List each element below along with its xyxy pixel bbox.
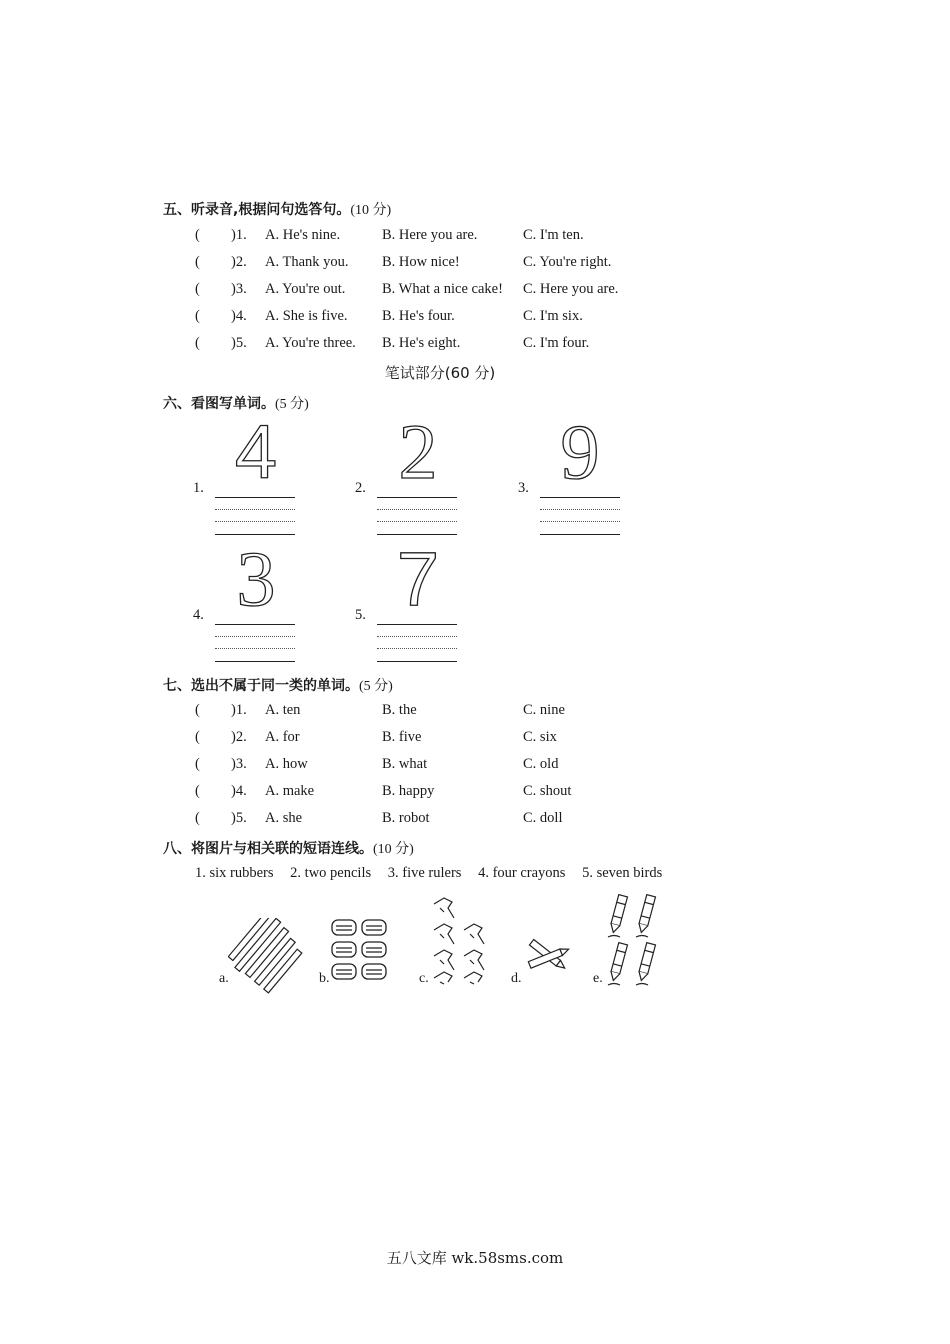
question-row <box>195 810 675 830</box>
digit-picture <box>390 545 446 611</box>
picture-label: d. <box>511 971 522 986</box>
option-a: A. for <box>265 729 300 745</box>
outlined-digit: 2 <box>398 418 438 484</box>
option-a: A. Thank you. <box>265 254 349 270</box>
writing-lines[interactable] <box>540 497 620 537</box>
option-b: B. what <box>382 756 428 772</box>
outlined-digit: 4 <box>234 418 278 484</box>
outlined-digit: 9 <box>560 418 600 484</box>
section5-points: (10 分) <box>350 203 392 218</box>
option-b: B. He's four. <box>382 308 455 324</box>
digit-picture <box>390 418 446 484</box>
section5-heading <box>163 199 391 219</box>
question-row <box>195 702 675 722</box>
question-row <box>195 308 675 328</box>
section5-heading-text: 五、听录音,根据问句选答句。 <box>163 202 351 218</box>
phrase-item[interactable]: 3. five rulers <box>387 865 462 881</box>
digit-picture <box>552 418 608 484</box>
writing-lines[interactable] <box>377 624 457 664</box>
option-c: C. I'm six. <box>523 308 583 324</box>
option-c: C. You're right. <box>523 254 612 270</box>
question-number: )1. <box>231 227 247 243</box>
option-a: A. She is five. <box>265 308 348 324</box>
question-number: )3. <box>231 281 247 297</box>
phrase-item[interactable]: 2. two pencils <box>290 865 372 881</box>
option-a: A. You're three. <box>265 335 356 351</box>
option-c: C. I'm ten. <box>523 227 584 243</box>
crayons-picture[interactable] <box>606 893 662 989</box>
option-c: C. I'm four. <box>523 335 590 351</box>
answer-blank[interactable]: ( <box>195 227 200 243</box>
phrase-item[interactable]: 1. six rubbers <box>195 865 274 881</box>
written-part-title: 笔试部分(60 分) <box>384 364 496 382</box>
section6-points: (5 分) <box>275 397 309 412</box>
answer-blank[interactable]: ( <box>195 335 200 351</box>
answer-blank[interactable]: ( <box>195 783 200 799</box>
question-number: )2. <box>231 729 247 745</box>
option-c: C. shout <box>523 783 572 799</box>
outlined-digit: 3 <box>236 545 276 611</box>
option-a: A. she <box>265 810 303 826</box>
option-b: B. five <box>382 729 422 745</box>
footer-watermark: 五八文库 wk.58sms.com <box>386 1249 564 1267</box>
rulers-picture[interactable] <box>228 918 308 994</box>
option-b: B. robot <box>382 810 430 826</box>
option-b: B. Here you are. <box>382 227 478 243</box>
section6-heading <box>163 393 309 413</box>
question-number: )5. <box>231 810 247 826</box>
phrase-list <box>195 865 675 882</box>
answer-blank[interactable]: ( <box>195 702 200 718</box>
question-row <box>195 254 675 274</box>
question-number: )1. <box>231 702 247 718</box>
question-row <box>195 335 675 355</box>
question-number: )2. <box>231 254 247 270</box>
section6-heading-text: 六、看图写单词。 <box>163 396 275 412</box>
option-a: A. make <box>265 783 315 799</box>
section7-heading-text: 七、选出不属于同一类的单词。 <box>163 678 359 694</box>
writing-lines[interactable] <box>377 497 457 537</box>
picture-label: a. <box>219 971 229 986</box>
answer-blank[interactable]: ( <box>195 729 200 745</box>
question-number: )5. <box>231 335 247 351</box>
option-c: C. nine <box>523 702 565 718</box>
section8-heading-text: 八、将图片与相关联的短语连线。 <box>163 841 373 857</box>
section7-heading <box>163 675 393 695</box>
pencils-picture[interactable] <box>522 932 574 982</box>
digit-picture <box>228 545 284 611</box>
option-c: C. six <box>523 729 557 745</box>
option-b: B. He's eight. <box>382 335 461 351</box>
item-number: 5. <box>355 607 366 623</box>
answer-blank[interactable]: ( <box>195 281 200 297</box>
question-number: )4. <box>231 783 247 799</box>
picture-label: b. <box>319 971 330 986</box>
item-number: 3. <box>518 480 529 496</box>
option-b: B. happy <box>382 783 435 799</box>
option-b: B. the <box>382 702 417 718</box>
section8-heading <box>163 838 414 858</box>
question-number: )3. <box>231 756 247 772</box>
option-a: A. He's nine. <box>265 227 341 243</box>
option-b: B. How nice! <box>382 254 460 270</box>
writing-lines[interactable] <box>215 624 295 664</box>
question-row <box>195 783 675 803</box>
question-row <box>195 729 675 749</box>
item-number: 4. <box>193 607 204 623</box>
option-c: C. doll <box>523 810 563 826</box>
option-a: A. ten <box>265 702 301 718</box>
answer-blank[interactable]: ( <box>195 308 200 324</box>
option-a: A. how <box>265 756 308 772</box>
answer-blank[interactable]: ( <box>195 810 200 826</box>
question-row <box>195 227 675 247</box>
question-row <box>195 281 675 301</box>
picture-label: c. <box>419 971 429 986</box>
digit-picture <box>228 418 284 484</box>
picture-label: e. <box>593 971 603 986</box>
section7-points: (5 分) <box>359 679 393 694</box>
option-a: A. You're out. <box>265 281 346 297</box>
birds-picture[interactable] <box>430 894 496 986</box>
answer-blank[interactable]: ( <box>195 254 200 270</box>
item-number: 1. <box>193 480 204 496</box>
rubbers-picture[interactable] <box>330 918 392 986</box>
option-c: C. old <box>523 756 559 772</box>
question-number: )4. <box>231 308 247 324</box>
option-c: C. Here you are. <box>523 281 619 297</box>
outlined-digit: 7 <box>396 545 440 611</box>
question-row <box>195 756 675 776</box>
phrase-item[interactable]: 4. four crayons <box>478 865 566 881</box>
option-b: B. What a nice cake! <box>382 281 503 297</box>
item-number: 2. <box>355 480 366 496</box>
section8-points: (10 分) <box>373 842 414 857</box>
phrase-item[interactable]: 5. seven birds <box>582 865 663 881</box>
answer-blank[interactable]: ( <box>195 756 200 772</box>
writing-lines[interactable] <box>215 497 295 537</box>
